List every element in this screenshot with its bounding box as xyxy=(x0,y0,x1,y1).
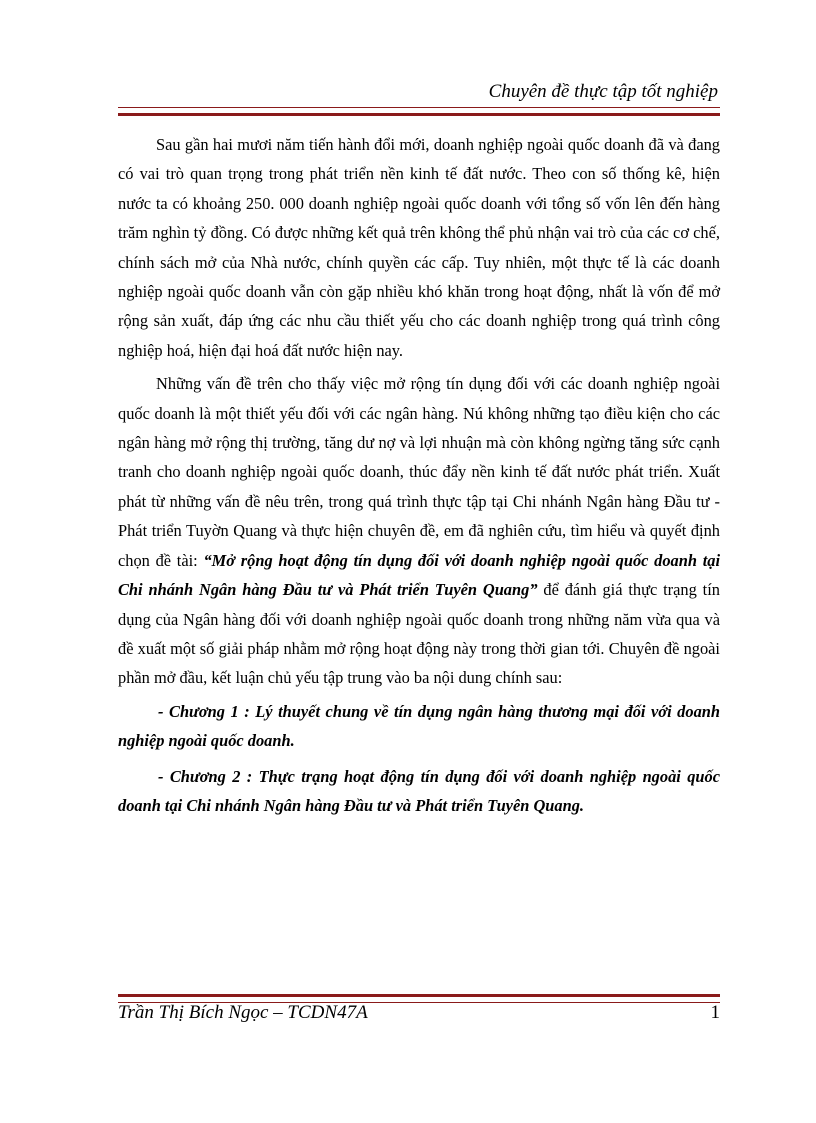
header-divider xyxy=(118,107,720,116)
footer-author: Trần Thị Bích Ngọc – TCDN47A xyxy=(118,1002,368,1023)
paragraph-topic-start: Những vấn đề trên cho thấy việc mở rộng tín dụng đối với các doanh nghiệp ngoài quốc doanh là một thiết yếu đối với các ngân hàng. Nú không những tạo điều kiện cho các ngân hàng mở rộng thị trường, tăng dư nợ và lợi nhuận mà còn không ngừng tăng sức cạnh tranh cho doanh nghiệp ngoài quốc doanh, thúc đẩy nền kinh tế đất nước phát triển. Xuất phát từ những vấn đề nêu trên, trong quá trình thực tập tại Chi nhánh Ngân hàng Đầu tư - Phát triển Tuyờn Quang và thực hiện chuyên đề, em đã nghiên cứu, tìm hiểu và quyết định chọn đề tài: xyxy=(118,374,720,570)
page-header-title: Chuyên đề thực tập tốt nghiệp xyxy=(488,81,718,102)
topic-title: “Mở rộng hoạt động tín dụng đối với doanh nghiệp ngoài quốc doanh tại Chi nhánh Ngân hàng Đầu tư và Phát triển Tuyên Quang” xyxy=(118,550,721,600)
page-number: 1 xyxy=(710,1002,720,1023)
chapter-2-item: - Chương 2 : Thực trạng hoạt động tín dụng đối với doanh nghiệp ngoài quốc doanh tại Chi nhánh Ngân hàng Đầu tư và Phát triển Tuyên Quang. xyxy=(118,766,720,815)
paragraph-topic-end: để đánh giá thực trạng tín dụng của Ngân hàng đối với doanh nghiệp ngoài quốc doanh trong những năm vừa qua và đề xuất một số giải pháp nhằm mở rộng hoạt động này trong thời gian tới. Chuyên đề ngoài phần mở đầu, kết luận chủ yếu tập trung vào ba nội dung chính sau: xyxy=(118,580,720,688)
document-body xyxy=(118,130,720,826)
paragraph-topic xyxy=(118,369,720,692)
chapter-1-item: - Chương 1 : Lý thuyết chung về tín dụng ngân hàng thương mại đối với doanh nghiệp ngoài quốc doanh. xyxy=(118,701,720,751)
paragraph-intro: Sau gần hai mươi năm tiến hành đổi mới, doanh nghiệp ngoài quốc doanh đã và đang có vai trò quan trọng trong phát triển nền kinh tế đất nước. Theo con số thống kê, hiện nước ta có khoảng 250. 000 doanh nghiệp ngoài quốc doanh với tổng số vốn lên đến hàng trăm nghìn tỷ đồng. Có được những kết quả trên không thể phủ nhận vai trò của các cơ chế, chính sách mở của Nhà nước, chính quyền các cấp. Tuy nhiên, một thực tế là các doanh nghiệp ngoài quốc doanh vẫn còn gặp nhiều khó khăn trong hoạt động, nhất là vốn để mở rộng sản xuất, đáp ứng các nhu cầu thiết yếu cho các doanh nghiệp trong quá trình công nghiệp hoá, hiện đại hoá đất nước hiện nay. xyxy=(118,135,720,360)
